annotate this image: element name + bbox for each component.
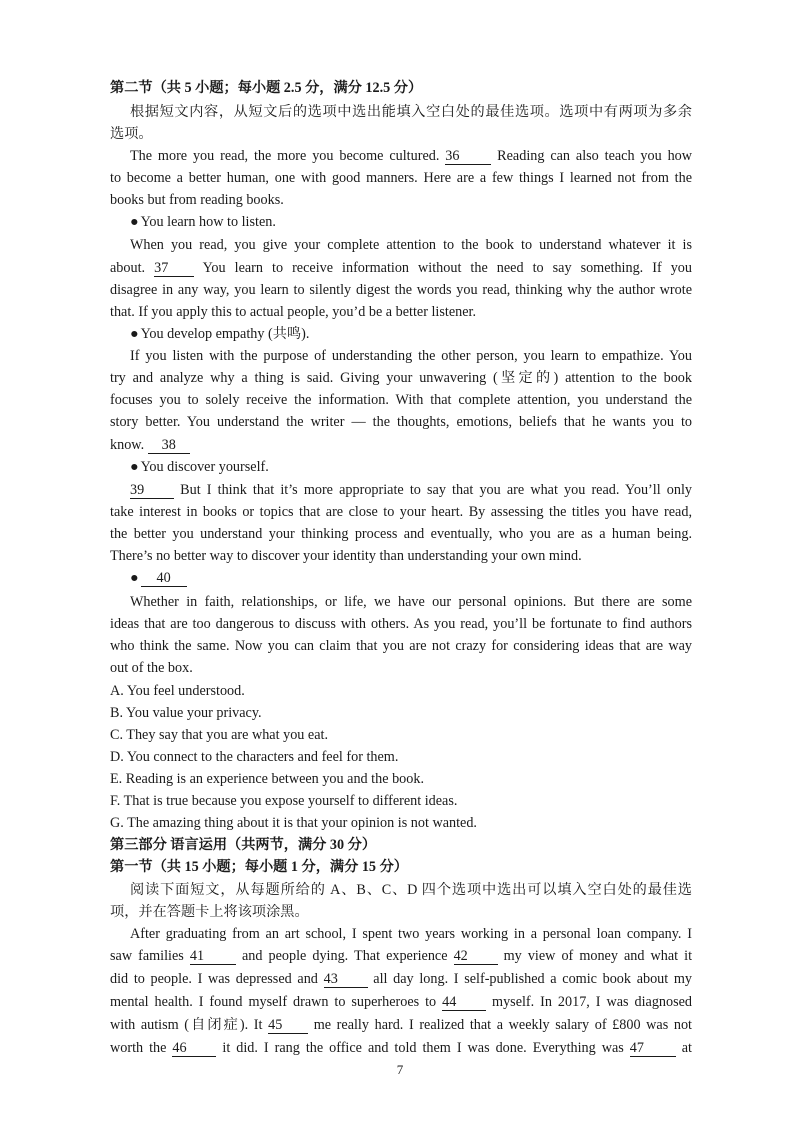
blank-39[interactable]: 39 [130, 482, 174, 499]
option-e: E. Reading is an experience between you and the book. [110, 771, 424, 787]
blank-42[interactable]: 42 [454, 948, 498, 965]
part3-heading: 第三部分 语言运用（共两节，满分 30 分） [110, 837, 377, 853]
part3-instruction: 阅读下面短文，从每题所给的 A、B、C、D 四个选项中选出可以填入空白处的最佳选 [130, 882, 692, 898]
section2-instruction: 根据短文内容，从短文后的选项中选出能填入空白处的最佳选项。选项中有两项为多余 [130, 104, 692, 120]
blank-45[interactable]: 45 [268, 1017, 308, 1034]
option-f: F. That is true because you expose yourself to different ideas. [110, 793, 458, 809]
passage-line: know. 38 [110, 435, 692, 455]
cloze-line: saw families 41 and people dying. That experience 42 my view of money and what it [110, 948, 693, 964]
subheading-listen: ● You learn how to listen. [130, 214, 276, 230]
blank-40[interactable]: 40 [141, 570, 187, 587]
passage-line: who think the same. Now you can claim that you are not crazy for considering ideas that are way [110, 638, 692, 654]
option-d: D. You connect to the characters and feel for them. [110, 749, 399, 765]
blank-44[interactable]: 44 [442, 994, 486, 1011]
passage-line: When you read, you give your complete attention to the book to understand whatever it is [130, 237, 692, 253]
option-a: A. You feel understood. [110, 683, 245, 699]
passage-line: that. If you apply this to actual people, you’d be a better listener. [110, 304, 477, 320]
subheading-empathy: ● You develop empathy (共鸣). [130, 326, 310, 342]
subheading-40 [110, 568, 692, 588]
passage-line: about. 37 You learn to receive information without the need to say something. If you [110, 260, 692, 276]
passage-line: the better you understand your thinking process and eventually, who you are as a human being. [110, 526, 692, 542]
section2-instruction-cont: 选项。 [110, 126, 153, 142]
passage-line: Whether in faith, relationships, or life, we have our personal opinions. But there are some [130, 594, 692, 610]
blank-46[interactable]: 46 [172, 1040, 216, 1057]
passage-line: story better. You understand the writer — the thoughts, emotions, beliefs that he wants you to [110, 414, 692, 430]
passage-line: books but from reading books. [110, 192, 284, 208]
passage-line: disagree in any way, you learn to silently digest the words you read, thinking why the author wrote [110, 282, 692, 298]
bullet-icon: ● [130, 570, 139, 586]
passage-line: 39 But I think that it’s more appropriate to say that you are what you read. You’ll only [130, 482, 693, 498]
passage-line: out of the box. [110, 660, 193, 676]
cloze-line: worth the 46 it did. I rang the office and told them I was done. Everything was 47 at [110, 1040, 692, 1056]
cloze-line: mental health. I found myself drawn to superheroes to 44 myself. In 2017, I was diagnosed [110, 994, 693, 1010]
blank-36[interactable]: 36 [445, 148, 491, 165]
passage-line: If you listen with the purpose of understanding the other person, you learn to empathize. You [130, 348, 692, 364]
cloze-line: with autism (自闭症). It 45 me really hard. I realized that a weekly salary of £800 was not [110, 1017, 693, 1033]
subheading-discover: ● You discover yourself. [130, 459, 269, 475]
bullet-icon: ● [130, 214, 139, 230]
passage-line: There’s no better way to discover your identity than understanding your own mind. [110, 548, 582, 564]
cloze-line: After graduating from an art school, I spent two years working in a personal loan company. I [130, 926, 692, 942]
part3-section1-heading: 第一节（共 15 小题；每小题 1 分，满分 15 分） [110, 859, 408, 875]
cloze-line: did to people. I was depressed and 43 all day long. I self-published a comic book about my [110, 971, 693, 987]
passage-line: take interest in books or topics that are close to your heart. By assessing the titles you have read, [110, 504, 692, 520]
passage-line: The more you read, the more you become cultured. 36 Reading can also teach you how [130, 148, 693, 164]
blank-38[interactable]: 38 [148, 437, 190, 454]
blank-47[interactable]: 47 [630, 1040, 676, 1057]
section2-heading: 第二节（共 5 小题；每小题 2.5 分，满分 12.5 分） [110, 80, 423, 96]
option-b: B. You value your privacy. [110, 705, 262, 721]
bullet-icon: ● [130, 326, 139, 342]
part3-instruction-cont: 项，并在答题卡上将该项涂黑。 [110, 904, 309, 920]
blank-37[interactable]: 37 [154, 260, 194, 277]
passage-line: ideas that are too dangerous to discuss with others. As you read, you’ll be fortunate to find authors [110, 616, 692, 632]
option-c: C. They say that you are what you eat. [110, 727, 329, 743]
blank-41[interactable]: 41 [190, 948, 236, 965]
option-g: G. The amazing thing about it is that your opinion is not wanted. [110, 815, 477, 831]
passage-line: to become a better human, one with good manners. Here are a few things I learned not from the [110, 170, 692, 186]
bullet-icon: ● [130, 459, 139, 475]
passage-line: focuses you to solely receive the information. With that complete attention, you understand the [110, 392, 692, 408]
page-number: 7 [396, 1062, 404, 1077]
blank-43[interactable]: 43 [324, 971, 368, 988]
passage-line: try and analyze why a thing is said. Giving your unwavering (坚定的) attention to the book [110, 370, 692, 386]
